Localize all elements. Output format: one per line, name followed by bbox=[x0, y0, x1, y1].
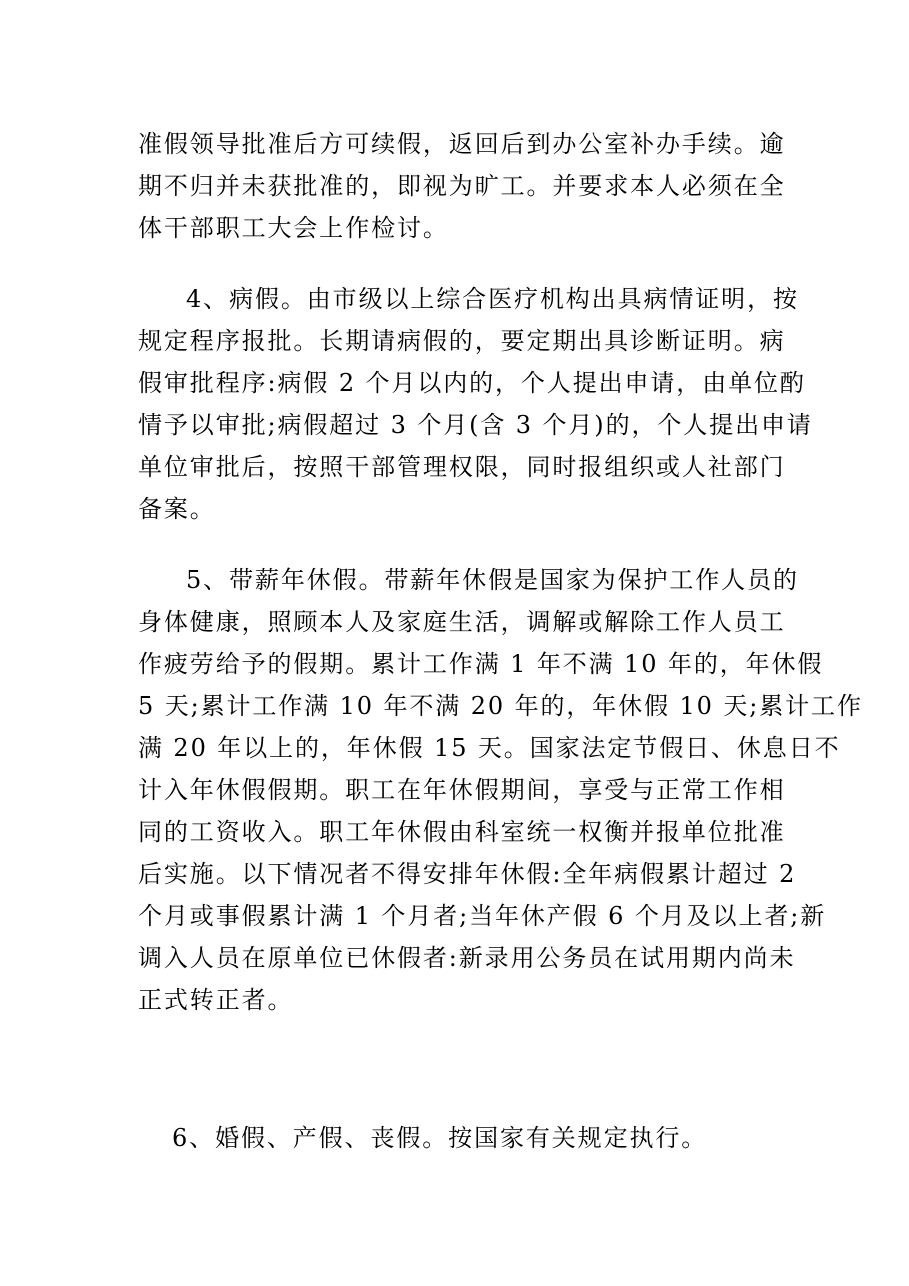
text-line: 备案。 bbox=[138, 495, 216, 523]
text-line: 体干部职工大会上作检讨。 bbox=[138, 214, 449, 242]
text-line: 后实施。以下情况者不得安排年休假:全年病假累计超过 2 bbox=[138, 860, 797, 888]
text-line: 同的工资收入。职工年休假由科室统一权衡并报单位批准 bbox=[138, 818, 786, 846]
paragraph-5-start: 5、带薪年休假。带薪年休假是国家为保护工作人员的 bbox=[186, 566, 799, 594]
text-line: 5 天;累计工作满 10 年不满 20 年的，年休假 10 天;累计工作 bbox=[138, 692, 863, 720]
text-line: 准假领导批准后方可续假，返回后到办公室补办手续。逾 bbox=[138, 130, 786, 158]
text-line: 满 20 年以上的，年休假 15 天。国家法定节假日、休息日不 bbox=[138, 734, 841, 762]
text-line: 调入人员在原单位已休假者:新录用公务员在试用期内尚未 bbox=[138, 944, 796, 972]
text-line: 规定程序报批。长期请病假的，要定期出具诊断证明。病 bbox=[138, 327, 786, 355]
text-line: 作疲劳给予的假期。累计工作满 1 年不满 10 年的，年休假 bbox=[138, 650, 824, 678]
text-line: 正式转正者。 bbox=[138, 986, 294, 1014]
paragraph-4-start: 4、病假。由市级以上综合医疗机构出具病情证明，按 bbox=[186, 285, 799, 313]
text-line: 单位审批后，按照干部管理权限，同时报组织或人社部门 bbox=[138, 453, 786, 481]
text-line: 计入年休假假期。职工在年休假期间，享受与正常工作相 bbox=[138, 776, 786, 804]
text-line: 身体健康，照顾本人及家庭生活，调解或解除工作人员工 bbox=[138, 608, 786, 636]
text-line: 情予以审批;病假超过 3 个月(含 3 个月)的，个人提出申请 bbox=[138, 411, 813, 439]
text-line: 期不归并未获批准的，即视为旷工。并要求本人必须在全 bbox=[138, 172, 786, 200]
text-line: 假审批程序:病假 2 个月以内的，个人提出申请，由单位酌 bbox=[138, 369, 806, 397]
paragraph-6-start: 6、婚假、产假、丧假。按国家有关规定执行。 bbox=[172, 1124, 708, 1152]
text-line: 个月或事假累计满 1 个月者;当年休产假 6 个月及以上者;新 bbox=[138, 902, 827, 930]
